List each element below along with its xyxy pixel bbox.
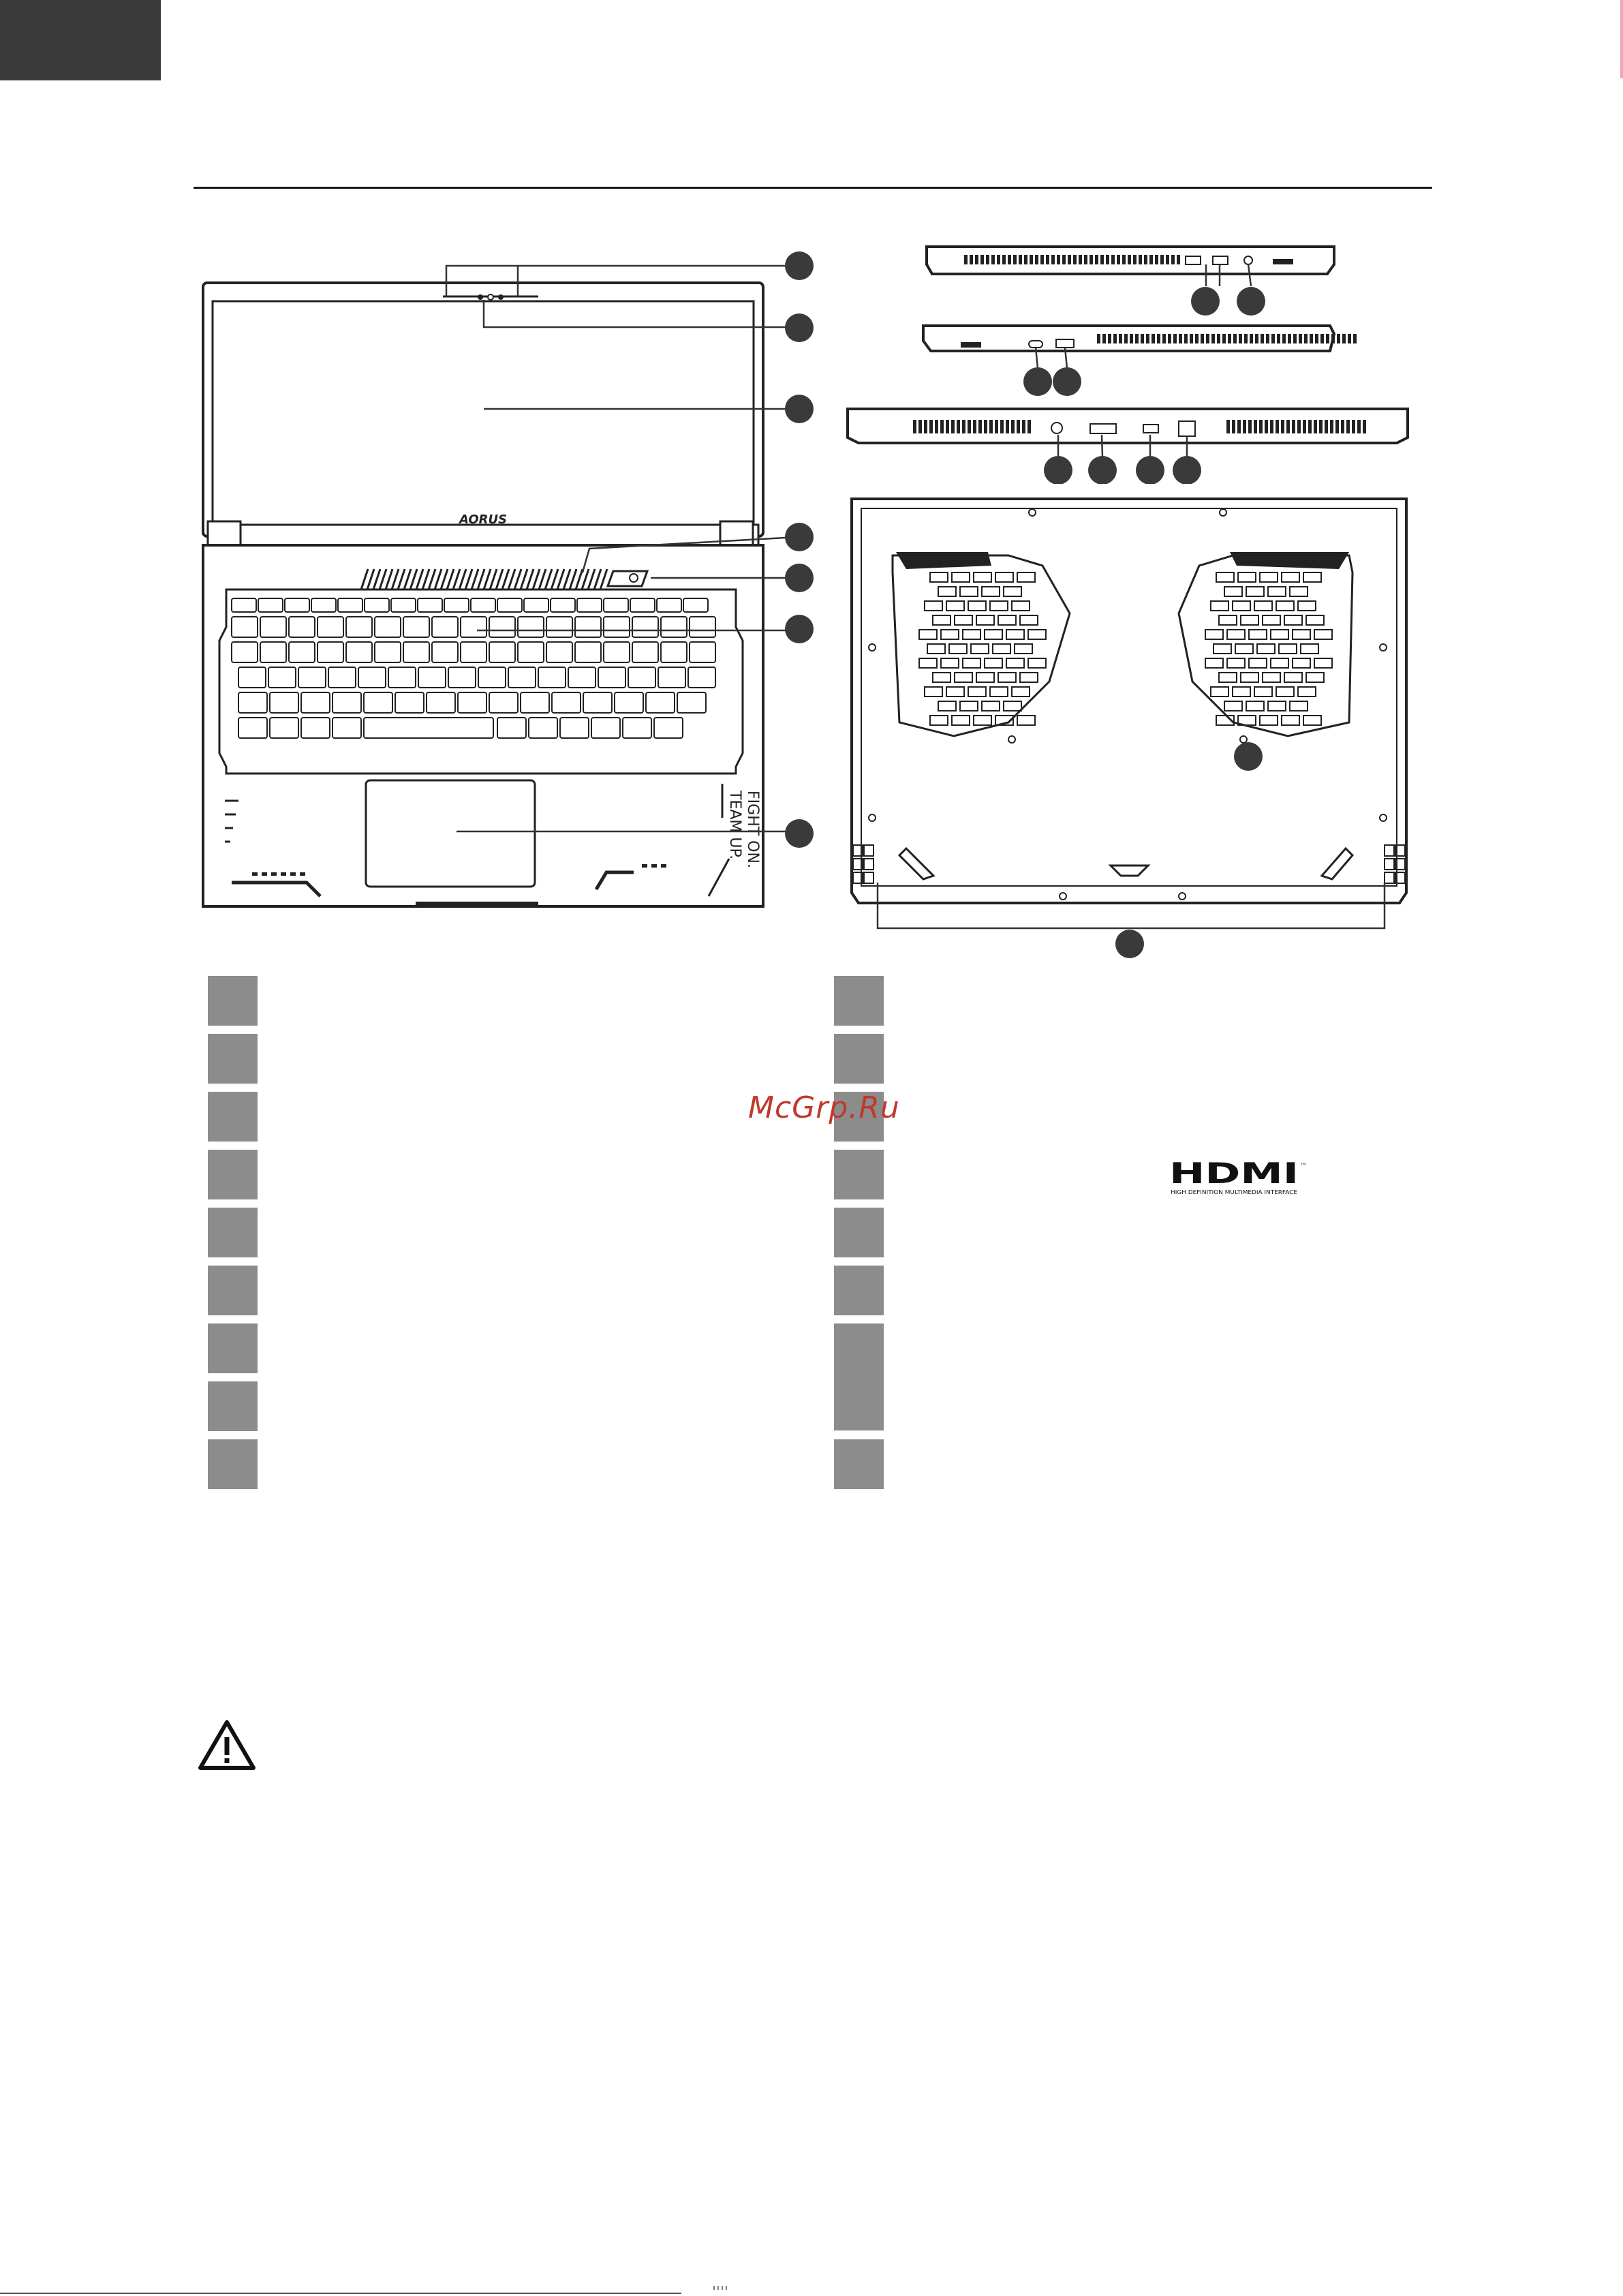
svg-text:HIGH DEFINITION MULTIMEDIA INT: HIGH DEFINITION MULTIMEDIA INTERFACE	[1171, 1189, 1297, 1195]
laptop-bottom-view-diagram	[845, 491, 1417, 961]
label-box-9	[208, 1439, 258, 1489]
svg-text:™: ™	[1300, 1163, 1307, 1170]
label-box-7	[208, 1323, 258, 1373]
laptop-top-view-diagram	[198, 245, 824, 927]
warning-triangle-icon	[198, 1719, 256, 1771]
slogan-line2: FIGHT ON.	[744, 791, 761, 868]
footer-rule	[0, 2293, 681, 2294]
laptop-side-views-diagram	[845, 239, 1417, 484]
hdmi-logo	[1169, 1159, 1312, 1197]
label-box-2	[208, 1034, 258, 1084]
label-box-6	[208, 1266, 258, 1315]
label-box-13	[834, 1150, 884, 1199]
aorus-logo: AORUS	[459, 512, 508, 527]
label-box-14	[834, 1208, 884, 1257]
label-box-4	[208, 1150, 258, 1199]
label-box-16	[834, 1323, 884, 1430]
label-box-15	[834, 1266, 884, 1315]
watermark-text: McGrp.Ru	[748, 1090, 900, 1125]
header-rule	[194, 187, 1432, 189]
svg-text:HDMI: HDMI	[1169, 1159, 1299, 1190]
footer-mark	[713, 2284, 740, 2290]
slogan-line1: TEAM UP.	[726, 791, 743, 860]
label-box-5	[208, 1208, 258, 1257]
edge-mark	[1620, 0, 1623, 78]
label-box-8	[208, 1381, 258, 1431]
label-box-17	[834, 1439, 884, 1489]
label-box-3	[208, 1092, 258, 1142]
label-box-10	[834, 976, 884, 1026]
section-tab	[0, 0, 161, 80]
label-box-11	[834, 1034, 884, 1084]
label-box-1	[208, 976, 258, 1026]
